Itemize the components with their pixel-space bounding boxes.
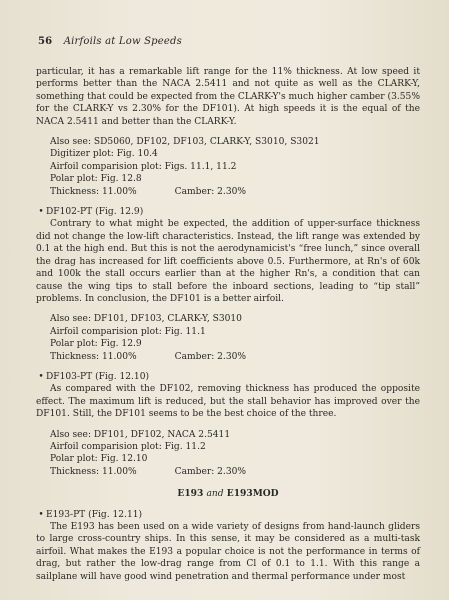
thickness: Thickness: 11.00% bbox=[50, 351, 137, 362]
running-head bbox=[38, 36, 182, 47]
df103-paragraph: As compared with the DF102, removing thickness has produced the opposite effect. The maximum lift is reduced, but the stall behavior has improved over the DF101. Still, the DF101 seems to be the best choice of the three. bbox=[36, 384, 420, 420]
running-title: Airfoils at Low Speeds bbox=[63, 36, 182, 47]
bullet-icon: • bbox=[38, 371, 44, 382]
bullet-icon: • bbox=[38, 509, 44, 520]
e193-heading: • E193-PT (Fig. 12.11) bbox=[36, 509, 420, 521]
df102-specs bbox=[36, 313, 420, 363]
thickness: Thickness: 11.00% bbox=[50, 466, 137, 477]
page-content bbox=[36, 66, 420, 583]
comparison-plot: Airfoil comparision plot: Fig. 11.1 bbox=[50, 326, 206, 337]
section-title: E193 and E193MOD bbox=[177, 488, 279, 500]
digitizer-plot: Digitizer plot: Fig. 10.4 bbox=[50, 149, 158, 160]
also-see: Also see: SD5060, DF102, DF103, CLARK-Y, S3010, S3021 bbox=[50, 137, 320, 148]
also-see: Also see: DF101, DF102, NACA 2.5411 bbox=[50, 429, 231, 440]
polar-plot: Polar plot: Fig. 12.9 bbox=[50, 339, 142, 350]
page-number: 56 bbox=[38, 36, 53, 47]
thickness: Thickness: 11.00% bbox=[50, 186, 137, 197]
df103-heading: • DF103-PT (Fig. 12.10) bbox=[36, 371, 420, 383]
thickness-camber-row bbox=[50, 186, 420, 198]
e193-paragraph: The E193 has been used on a wide variety of designs from hand-launch gliders to large cross-country ships. In this sense, it may be considered as a multi-task airfoil. What makes the E193 a popular choice is not the performance in terms of drag, but rather the low-drag range from Cl of 0.1 to 1.1. With this range a sailplane will have good wind penetration and thermal performance under most bbox=[36, 522, 420, 582]
bullet-icon: • bbox=[38, 207, 44, 218]
polar-plot: Polar plot: Fig. 12.8 bbox=[50, 174, 142, 185]
thickness-camber-row bbox=[50, 466, 420, 478]
camber: Camber: 2.30% bbox=[174, 351, 247, 362]
also-see: Also see: DF101, DF103, CLARK-Y, S3010 bbox=[50, 314, 242, 325]
camber: Camber: 2.30% bbox=[174, 186, 247, 197]
polar-plot: Polar plot: Fig. 12.10 bbox=[50, 454, 148, 465]
thickness-camber-row bbox=[50, 351, 420, 363]
camber: Camber: 2.30% bbox=[174, 466, 247, 477]
intro-paragraph: particular, it has a remarkable lift range for the 11% thickness. At low speed it performs better than the NACA 2.5411 and not quite as well as the CLARK-Y, something that could be expected from the CLARK-Y's much higher camber (3.55% for the CLARK-Y vs 2.30% for the DF101). At high speeds it is the equal of the NACA 2.5411 and better than the CLARK-Y. bbox=[36, 67, 420, 127]
df103-specs bbox=[36, 429, 420, 479]
comparison-plot: Airfoil comparision plot: Figs. 11.1, 11.2 bbox=[50, 161, 237, 172]
df101-specs bbox=[36, 136, 420, 198]
df102-heading: • DF102-PT (Fig. 12.9) bbox=[36, 206, 420, 218]
df102-paragraph: Contrary to what might be expected, the addition of upper-surface thickness did not change the low-lift characteristics. Instead, the lift range was extended by 0.1 at the high end. But this is not the aerodynamicist's “free lunch,” since overall the drag has increased for lift coefficients above 0.5. Furthermore, at Rn's of 60k and 100k the stall occurs earlier than at the higher Rn's, a condition that can cause the wing tips to stall before the inboard sections, leading to “tip stall” problems. In conclusion, the DF101 is a better airfoil. bbox=[36, 219, 420, 304]
comparison-plot: Airfoil comparision plot: Fig. 11.2 bbox=[50, 441, 206, 452]
